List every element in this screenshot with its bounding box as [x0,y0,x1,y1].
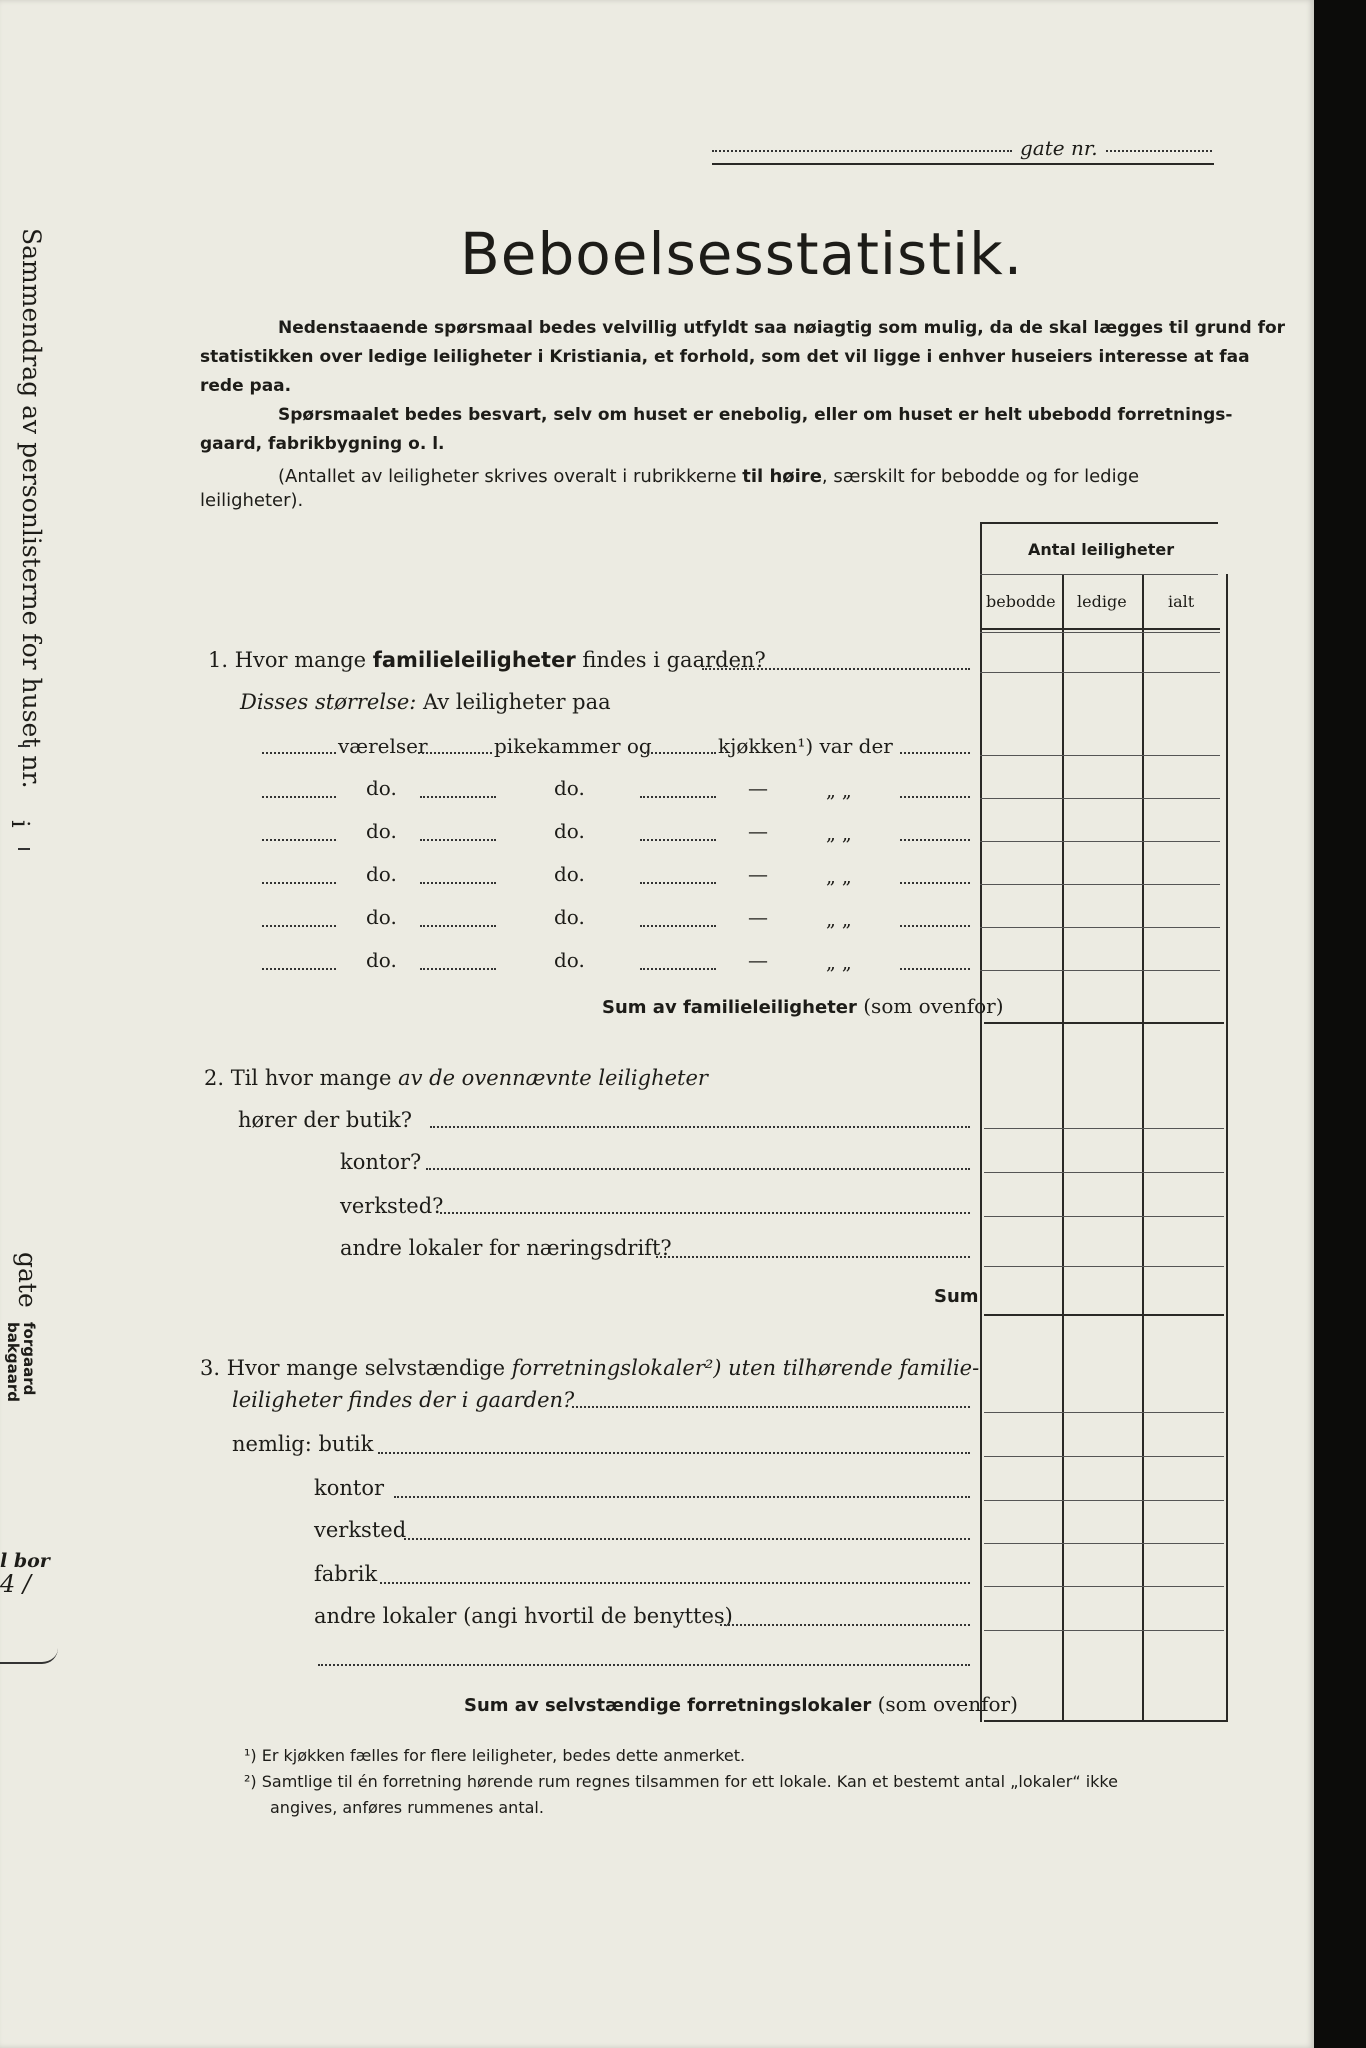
q3-b: forretningslokaler²) [511,1356,722,1380]
q2-heading [204,1066,708,1090]
table-row-rule [984,1412,1224,1413]
q1-r6-do1: do. [366,948,397,972]
q1-sum-b: (som ovenfor) [856,994,1004,1018]
intro-p1-line1: Nedenstaaende spørsmaal bedes velvillig utfyldt saa nøiagtig som mulig, da de skal lægges til grund for [278,318,1286,338]
q2-line-butik: hører der butik? [238,1108,413,1132]
table-row-rule [980,755,1220,756]
q2-line-andre: andre lokaler for næringsdrift? [340,1236,672,1260]
gate-nr-label: gate nr. [1020,136,1098,160]
gate-nr-dotline-2 [1106,150,1212,152]
table-col-rule-1 [1062,574,1064,1722]
margin-bakgaard: bakgaard [4,1322,22,1402]
table-row-rule [984,1500,1224,1501]
table-row-rule [980,672,1220,673]
table-row-rule [984,1630,1224,1631]
q1-r6-leader [900,968,970,970]
q2-b: av de ovennævnte leiligheter [398,1066,708,1090]
q1-r3-do1: do. [366,819,397,843]
q1-r2-blank2 [420,796,496,798]
q1-r4-do2: do. [554,862,585,886]
q1-r1-blank2 [418,752,492,754]
q1-r3-blank2 [420,839,496,841]
q3-sum-b: (som ovenfor) [871,1692,1018,1716]
q1-r4-blank1 [262,882,336,884]
q3-line-butik: nemlig: butik [232,1432,374,1456]
intro-p3-b: til høire [742,466,822,487]
table-title: Antal leiligheter [1028,540,1175,559]
table-row-rule [980,927,1220,928]
q1-r2-do2: do. [554,776,585,800]
margin-bor: l bor [0,1550,50,1572]
table-row-rule [980,798,1220,799]
q1-c: findes i gaarden? [575,648,766,672]
q1-r3-do2: do. [554,819,585,843]
q3-a: 3. Hvor mange selvstændige [200,1356,512,1380]
q3-leader-1 [378,1452,970,1454]
gate-nr-dotline [712,150,1012,152]
q1-r5-leader [900,925,970,927]
q1-sum-a: Sum av familieleiligheter [602,997,857,1018]
q3-line-andre: andre lokaler (angi hvortil de benyttes) [314,1604,733,1628]
q2-leader-4 [656,1256,970,1258]
table-top-rule [980,522,1218,524]
margin-mark: i [6,820,34,828]
table-col-ledige: ledige [1077,592,1127,611]
table-right-rule [1226,574,1228,1722]
q1-r3-quote: „ „ [826,823,852,845]
table-row-rule [984,1172,1224,1173]
margin-underline-nr [18,745,30,747]
q2-a: 2. Til hvor mange [204,1066,399,1090]
q1-r2-blank3 [640,796,716,798]
q1-r4-do1: do. [366,862,397,886]
q1-r2-leader [900,796,970,798]
q1-r4-leader [900,882,970,884]
q3-line-verksted: verksted [314,1518,407,1542]
q1-r2-blank1 [262,796,336,798]
table-bottom-rule [984,1720,1228,1722]
q1-r1-pikekammer: pikekammer og [494,734,652,758]
q1-sub [240,690,611,714]
q1-leader [702,668,970,670]
q1-r3-leader [900,839,970,841]
q1-r5-blank3 [640,925,716,927]
q3-sum-a: Sum av selvstændige forretningslokaler [464,1695,872,1716]
q1-r6-do2: do. [554,948,585,972]
q1-r5-do2: do. [554,905,585,929]
q2-leader-1 [430,1126,970,1128]
q1-sub-b: Av leiligheter paa [416,690,611,714]
footnote-2-line1: ²) Samtlige til én forretning hørende rum regnes tilsammen for ett lokale. Kan et bestemt antal „lokaler“ ikke [244,1772,1118,1791]
q1-r6-blank3 [640,968,716,970]
q1-r3-blank1 [262,839,336,841]
footnote-1: ¹) Er kjøkken fælles for flere leiligheter, bedes dette anmerket. [244,1746,746,1765]
q3-sum [464,1692,1018,1716]
table-sum1-rule [984,1022,1224,1024]
q2-sum: Sum [934,1286,979,1307]
q3-leader-5 [720,1624,970,1626]
q1-r4-dash: — [748,862,768,886]
q1-r4-quote: „ „ [826,866,852,888]
q1-r6-quote: „ „ [826,952,852,974]
q2-leader-2 [426,1168,970,1170]
q1-r1-vaerelser: værelser [338,734,428,758]
q1-sub-a: Disses størrelse: [240,690,417,714]
q1-r4-blank3 [640,882,716,884]
q1-a: 1. Hvor mange [208,648,373,672]
q3-leader-4 [380,1582,970,1584]
q1-r5-blank1 [262,925,336,927]
header-rule [712,163,1214,165]
q1-r1-blank3 [644,752,716,754]
q1-r2-dash: — [748,776,768,800]
table-row-rule [984,1216,1224,1217]
q1-r2-do1: do. [366,776,397,800]
q1-r1-blank1 [262,752,336,754]
intro-p1-line2: statistikken over ledige leiligheter i Kristiania, et forhold, som det vil ligge i enhver huseiers interesse at faa [200,347,1250,367]
table-col-rule-2 [1142,574,1144,1722]
table-row-rule [980,884,1220,885]
table-header-sub-rule [980,574,1218,575]
q2-leader-3 [440,1212,970,1214]
q3-line-kontor: kontor [314,1476,385,1500]
q3-heading-2: leiligheter findes der i gaarden? [232,1388,575,1412]
table-left-rule [980,522,982,1722]
q1-r5-blank2 [420,925,496,927]
margin-gate: gate [13,1252,42,1308]
table-header-bottom-rule [980,628,1220,630]
table-col-ialt: ialt [1168,592,1195,611]
table-col-bebodde: bebodde [986,592,1056,611]
q3-c: uten tilhørende familie- [721,1356,980,1380]
table-row-rule [984,1128,1224,1129]
table-row-rule [980,841,1220,842]
q1-b: familieleiligheter [372,648,576,672]
q3-blank-line [318,1664,970,1666]
q1-r4-blank2 [420,882,496,884]
footnote-2-line2: angives, anføres rummenes antal. [270,1798,544,1817]
q1-r5-dash: — [748,905,768,929]
q3-leader-3 [404,1538,970,1540]
intro-p3-c: , særskilt for bebodde og for ledige [821,466,1140,487]
q1-heading [208,648,766,672]
margin-underline-i [18,848,30,850]
table-row-rule [984,1586,1224,1587]
q3-leader-0 [572,1406,970,1408]
intro-p2-line2: gaard, fabrikbygning o. l. [200,434,445,454]
q2-line-verksted: verksted? [340,1194,444,1218]
table-row-rule [984,1456,1224,1457]
q3-leader-2 [394,1496,970,1498]
q1-r5-do1: do. [366,905,397,929]
margin-handwriting: 4 / [0,1570,31,1598]
margin-handwriting-stroke [0,1648,58,1664]
table-sum2-rule [984,1314,1224,1316]
table-row-rule [984,1266,1224,1267]
q1-r3-dash: — [748,819,768,843]
q3-line-fabrik: fabrik [314,1562,378,1586]
q1-r6-blank1 [262,968,336,970]
intro-p3-a: (Antallet av leiligheter skrives overalt i rubrikkerne [278,466,743,487]
margin-forgaard: forgaard [20,1322,38,1396]
intro-p1-line3: rede paa. [200,376,292,396]
q1-r1-leader [900,752,970,754]
page-title: Beboelsesstatistik. [460,220,1024,288]
intro-p3-line2: leiligheter). [200,490,304,511]
intro-p2-line1: Spørsmaalet bedes besvart, selv om huset er enebolig, eller om huset er helt ubebodd forretnings- [278,405,1233,425]
q1-sum [602,994,1004,1018]
q1-r1-kjokken: kjøkken¹) var der [718,734,893,758]
q1-r3-blank3 [640,839,716,841]
table-row-rule [980,970,1220,971]
q1-r2-quote: „ „ [826,780,852,802]
q2-line-kontor: kontor? [340,1150,422,1174]
q1-r5-quote: „ „ [826,909,852,931]
q1-r6-dash: — [748,948,768,972]
intro-p3-line1 [278,466,1139,487]
q3-heading [200,1356,979,1380]
margin-vertical-title: Sammendrag av personlisterne for huset nr. [17,228,46,789]
q1-r6-blank2 [420,968,496,970]
table-row-rule [984,1543,1224,1544]
table-header-bottom-rule-2 [980,632,1220,633]
